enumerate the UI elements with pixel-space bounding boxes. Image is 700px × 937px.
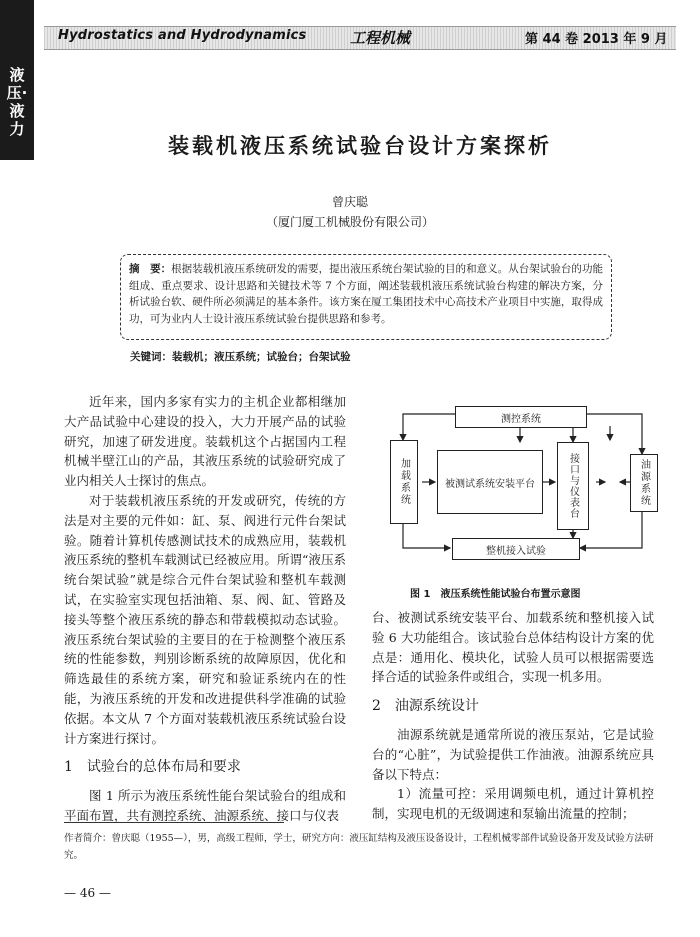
keywords-label: 关键词： (130, 351, 172, 363)
section-heading-1: 1 试验台的总体布局和要求 (64, 759, 241, 776)
box-vehicle-test: 整机接入试验 (452, 538, 580, 560)
abstract-label: 摘 要： (129, 263, 172, 275)
journal-name: Hydrostatics and Hydrodynamics (58, 28, 307, 43)
affiliation: （厦门厦工机械股份有限公司） (265, 215, 434, 229)
page-number: — 46 — (64, 886, 111, 900)
paragraph: 图 1 所示为液压系统性能台架试验台的组成和平面布置，共有测控系统、油源系统、接口与仪表 (64, 788, 346, 823)
paragraph: 对于装载机液压系统的开发或研究，传统的方法是对主要的元件如：缸、泵、阀进行元件台架试验。随着计算机传感测试技术的成熟应用，装载机液压系统的整机车载测试已经被应用。所谓“液压系统台架试验”就是综合元件台架试验和整机车载测试，在实验室实现包括油箱、泵、阀、缸、管路及接头等整个液压系统的静态和带载模拟动态试验。液压系统台架试验的主要目的在于检测整个液压系统的性能参数，判别诊断系统的故障原因，优化和筛选最佳的系统方案，研究和验证系统内在的性能，为液压系统的开发和改进提供科学准确的试验依据。本文从 7 个方面对装载机液压系统试验台设计方案进行探讨。 (64, 492, 346, 746)
section-heading-2: 2 油源系统设计 (372, 698, 479, 715)
journal-logo: 工程机械 (350, 29, 411, 47)
keywords (130, 349, 351, 364)
abstract-text: 根据装载机液压系统研发的需要，提出液压系统台架试验的目的和意义。从台架试验台的功能组成、重点要求、设计思路和关键技术等 7 个方面，阐述装载机液压系统试验台构建的解决方案，分析试验台软、硬件所必须满足的基本条件。该方案在厦工集团技术中心高技术产业项目中实施，取得成功，可为业内人士设计液压系统试验台提供思路和参考。 (129, 263, 604, 325)
paragraph: 台、被测试系统安装平台、加载系统和整机接入试验 6 大功能组合。该试验台总体结构设计方案的优点是：通用化、模块化，试验人员可以根据需要选择合适的试验条件或组合，实现一机多用。 (372, 610, 654, 685)
abstract-box (120, 254, 612, 340)
box-interface-panel: 接口与仪表台 (557, 442, 589, 530)
article-title: 装载机液压系统试验台设计方案探析 (168, 134, 552, 158)
right-column (372, 608, 654, 824)
box-load-system: 加载系统 (390, 440, 418, 524)
box-oil-source: 油源系统 (630, 454, 658, 512)
paragraph: 1）流量可控：采用调频电机，通过计算机控制，实现电机的无级调速和泵输出流量的控制； (372, 786, 654, 822)
paragraph: 近年来，国内多家有实力的主机企业都相继加大产品试验中心建设的投入，大力开展产品的试验研究，加速了研发进度。装载机这个占据国内工程机械半壁江山的产品，其液压系统的试验研究成了业内相关人士探讨的焦点。 (64, 394, 346, 489)
left-column (64, 392, 346, 826)
author: 曾庆聪 (331, 195, 368, 209)
section-tab-label: 液压·液力 (6, 66, 28, 138)
connector-line (403, 414, 455, 440)
box-test-platform: 被测试系统安装平台 (437, 450, 543, 514)
connector-line (580, 510, 642, 548)
figure-caption: 图 1 液压系统性能试验台布置示意图 (410, 589, 581, 600)
paragraph: 油源系统就是通常所说的液压泵站，它是试验台的“心脏”，为试验提供工作油液。油源系统应具备以下特点： (372, 726, 654, 782)
box-control-system: 测控系统 (455, 406, 587, 428)
keywords-text: 装载机；液压系统；试验台；台架试验 (172, 351, 351, 363)
connector-line (403, 523, 450, 548)
author-bio-footnote: 作者简介：曾庆聪（1955—），男，高级工程师，学士，研究方向：液压缸结构及液压设备设计，工程机械零部件试验设备开发及试验方法研究。 (64, 833, 654, 861)
issue-info: 第 44 卷 2013 年 9 月 (525, 32, 668, 47)
footnote-rule (64, 822, 284, 823)
connector-line (585, 414, 642, 454)
